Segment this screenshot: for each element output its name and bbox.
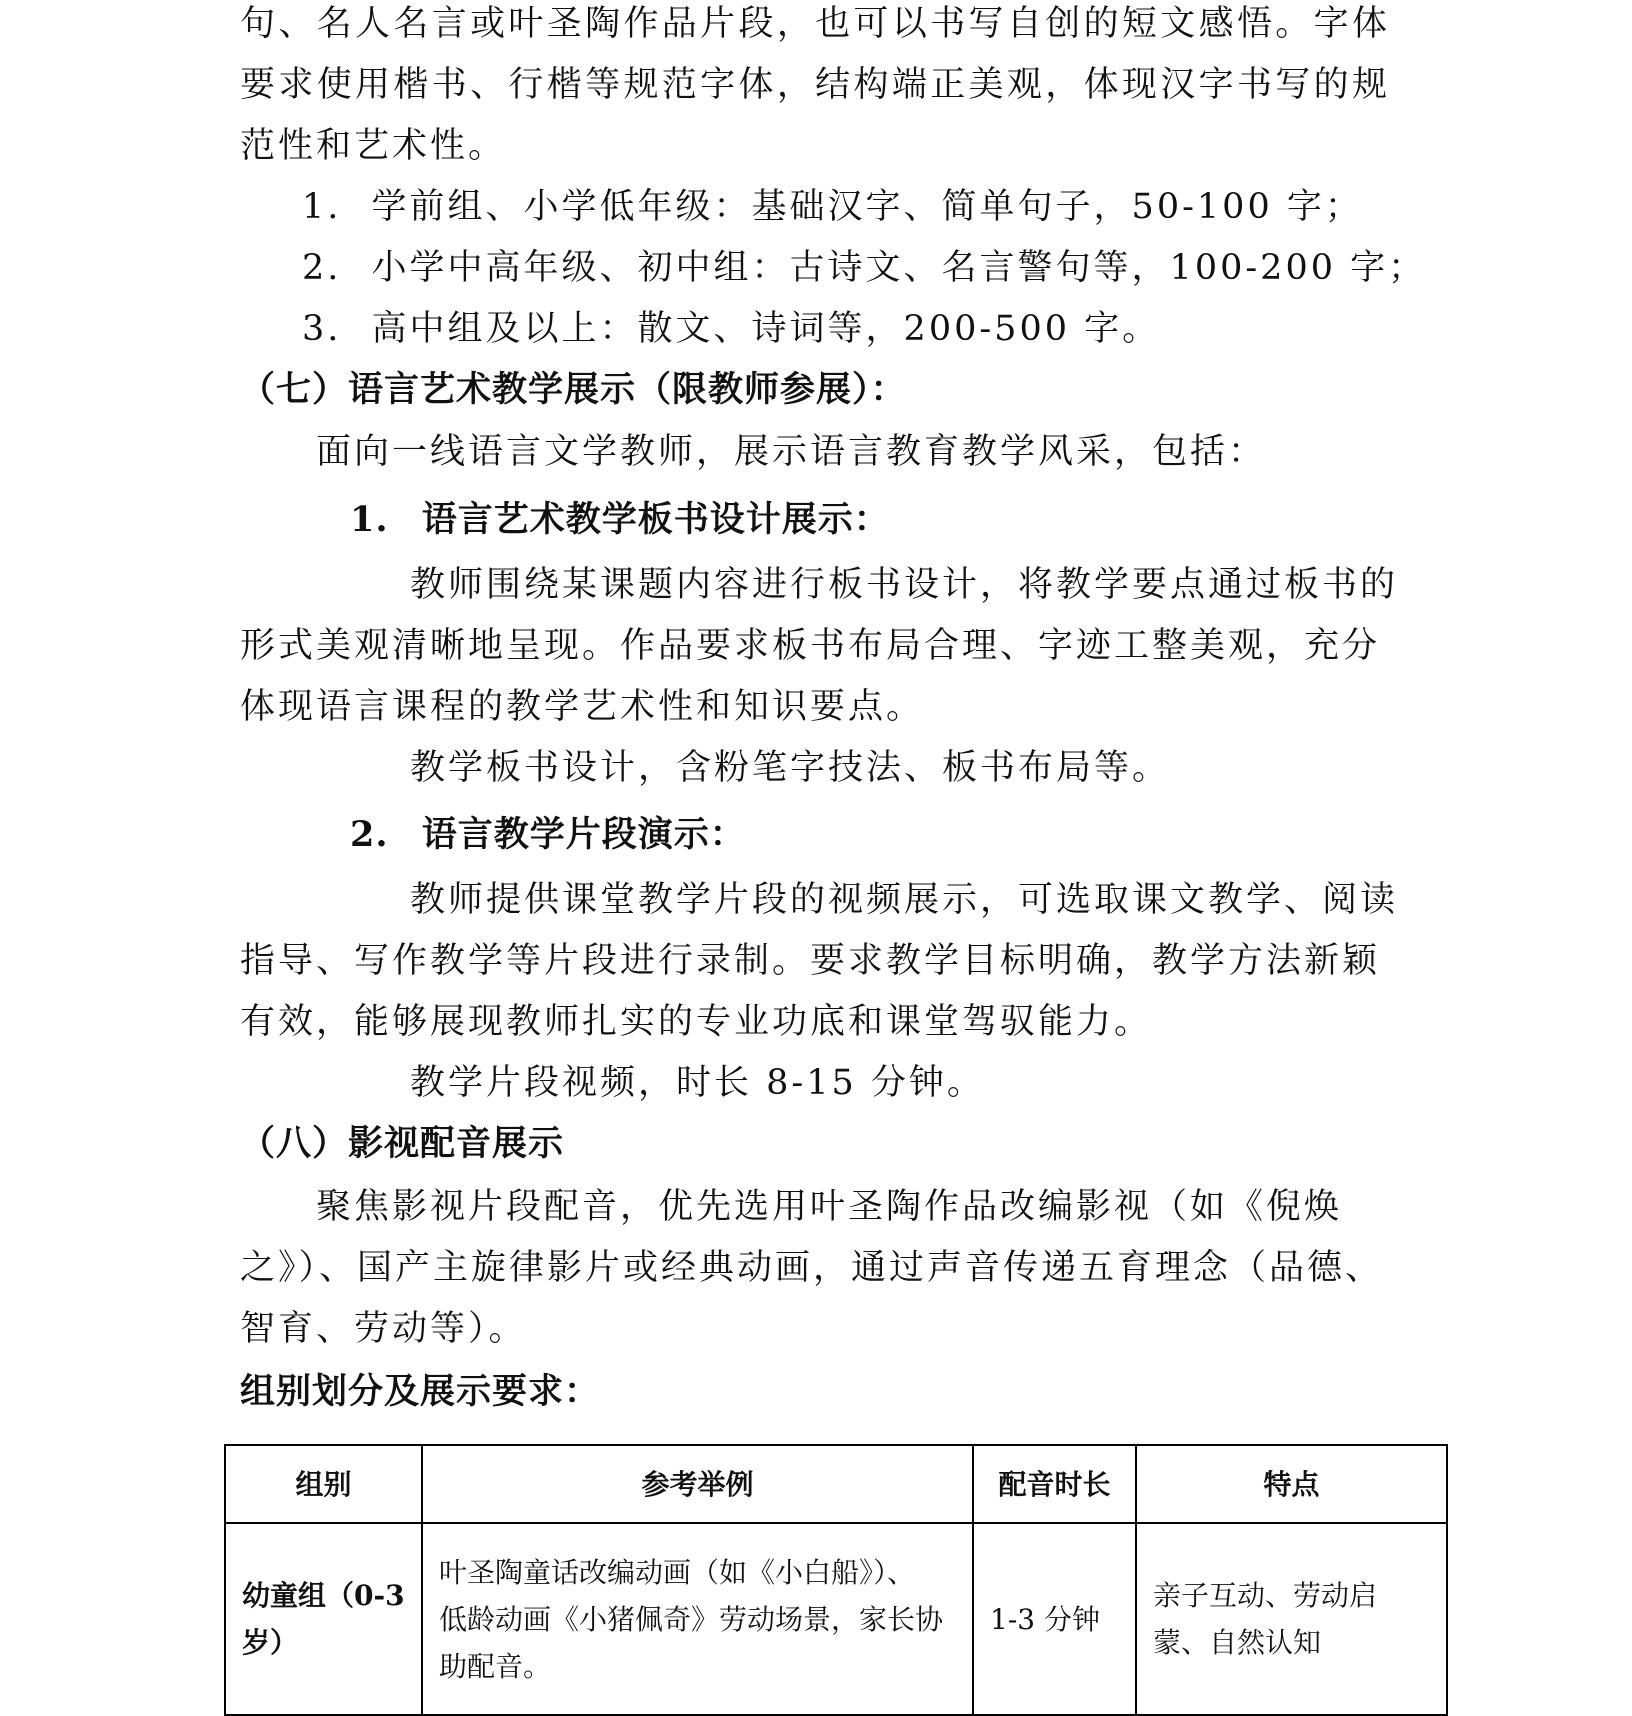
table-header-cell: 配音时长: [973, 1445, 1136, 1523]
cell-line: 助配音。: [439, 1649, 552, 1683]
subsection-heading: [350, 815, 1500, 855]
section-intro: 面向一线语言文学教师，展示语言教育教学风采，包括：: [316, 432, 1267, 472]
cell-line: 1-3 分钟: [990, 1602, 1100, 1636]
cell-line: 幼童组（0-3: [242, 1579, 405, 1612]
groups-heading: 组别划分及展示要求：: [240, 1371, 601, 1412]
paragraph-line: 范性和艺术性。: [240, 126, 507, 166]
duration-cell: [973, 1523, 1136, 1715]
paragraph-line: 指导、写作教学等片段进行录制。要求教学目标明确，教学方法新颖: [240, 941, 1381, 981]
list-item: [302, 187, 1452, 227]
subsection-number: 2.: [350, 814, 389, 855]
paragraph-line: 教师提供课堂教学片段的视频展示，可选取课文教学、阅读: [410, 880, 1399, 920]
list-text: 高中组及以上：散文、诗词等，200-500 字。: [371, 309, 1161, 349]
paragraph-line: 句、名人名言或叶圣陶作品片段，也可以书写自创的短文感悟。字体: [240, 4, 1390, 44]
cell-line: 低龄动画《小猪佩奇》劳动场景，家长协: [439, 1602, 944, 1636]
example-cell: [422, 1523, 973, 1715]
subsection-title: 语言教学片段演示：: [421, 814, 746, 855]
group-cell: [225, 1523, 422, 1715]
feature-cell: [1136, 1523, 1447, 1715]
list-item: [302, 248, 1452, 288]
paragraph-line: 体现语言课程的教学艺术性和知识要点。: [240, 687, 925, 727]
list-text: 小学中高年级、初中组：古诗文、名言警句等，100-200 字；: [371, 248, 1427, 288]
section-heading: （七）语言艺术教学展示（限教师参展）：: [240, 369, 907, 410]
groups-table: [224, 1444, 1448, 1716]
paragraph-line: 智育、劳动等）。: [240, 1309, 527, 1349]
subsection-heading: [350, 500, 1500, 540]
paragraph-line: 形式美观清晰地呈现。作品要求板书布局合理、字迹工整美观，充分: [240, 626, 1381, 666]
note-line: 教学板书设计，含粉笔字技法、板书布局等。: [410, 748, 1171, 788]
paragraph-line: 之》）、国产主旋律影片或经典动画，通过声音传递五育理念（品德、: [240, 1248, 1384, 1288]
list-item: [302, 309, 1452, 349]
note-line: 教学片段视频，时长 8-15 分钟。: [410, 1063, 985, 1103]
paragraph-line: 聚焦影视片段配音，优先选用叶圣陶作品改编影视（如《倪焕: [316, 1187, 1343, 1227]
cell-line: 亲子互动、劳动启: [1153, 1579, 1378, 1612]
subsection-title: 语言艺术教学板书设计展示：: [421, 499, 890, 540]
cell-line: 叶圣陶童话改编动画（如《小白船》）、: [439, 1555, 916, 1589]
table-header-cell: 特点: [1136, 1445, 1447, 1523]
cell-line: 岁）: [242, 1626, 299, 1659]
table-header-cell: 参考举例: [422, 1445, 973, 1523]
list-number: 1.: [302, 187, 342, 227]
list-text: 学前组、小学低年级：基础汉字、简单句子，50-100 字；: [371, 187, 1363, 227]
paragraph-line: 要求使用楷书、行楷等规范字体，结构端正美观，体现汉字书写的规: [240, 65, 1390, 105]
table-header-cell: 组别: [225, 1445, 422, 1523]
subsection-number: 1.: [350, 499, 389, 540]
list-number: 2.: [302, 248, 342, 288]
list-number: 3.: [302, 309, 342, 349]
paragraph-line: 有效，能够展现教师扎实的专业功底和课堂驾驭能力。: [240, 1002, 1153, 1042]
paragraph-line: 教师围绕某课题内容进行板书设计，将教学要点通过板书的: [410, 565, 1399, 605]
cell-line: 蒙、自然认知: [1153, 1626, 1322, 1659]
section-heading: （八）影视配音展示: [240, 1123, 565, 1164]
table-header-row: [225, 1445, 1447, 1523]
table-row: [225, 1523, 1447, 1715]
